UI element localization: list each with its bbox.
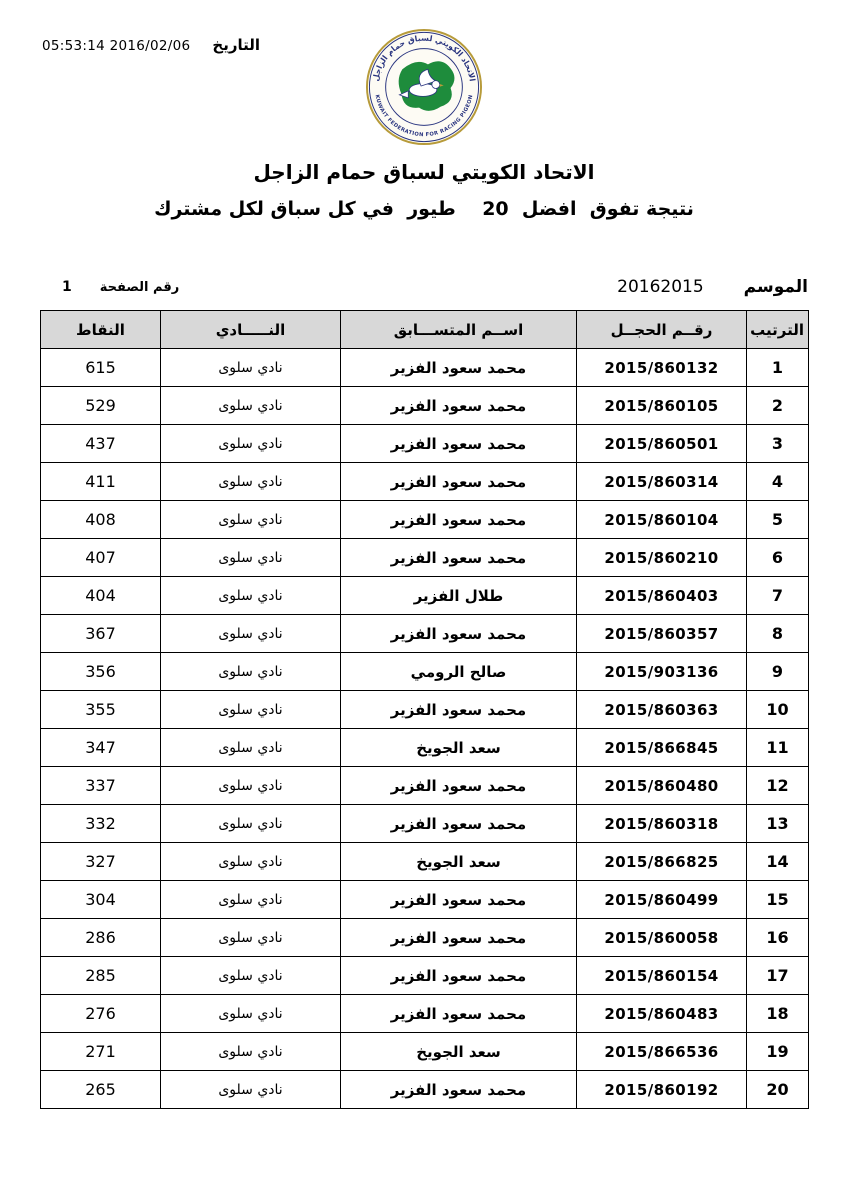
ring-number-cell: 2015/866825 xyxy=(577,843,747,881)
contestant-cell: محمد سعود الفزير xyxy=(341,805,577,843)
points-cell: 408 xyxy=(41,501,161,539)
club-cell: نادي سلوى xyxy=(161,463,341,501)
club-cell: نادي سلوى xyxy=(161,957,341,995)
contestant-cell: محمد سعود الفزير xyxy=(341,425,577,463)
contestant-cell: محمد سعود الفزير xyxy=(341,387,577,425)
rank-cell: 11 xyxy=(747,729,809,767)
season-label: الموسم xyxy=(743,277,808,297)
points-cell: 285 xyxy=(41,957,161,995)
rank-cell: 16 xyxy=(747,919,809,957)
rank-cell: 20 xyxy=(747,1071,809,1109)
ring-number-cell: 2015/860192 xyxy=(577,1071,747,1109)
contestant-cell: طلال الفزير xyxy=(341,577,577,615)
rank-cell: 4 xyxy=(747,463,809,501)
ring-number-cell: 2015/903136 xyxy=(577,653,747,691)
rank-cell: 18 xyxy=(747,995,809,1033)
club-cell: نادي سلوى xyxy=(161,1071,341,1109)
ring-number-cell: 2015/860363 xyxy=(577,691,747,729)
ring-number-cell: 2015/860058 xyxy=(577,919,747,957)
contestant-cell: محمد سعود الفزير xyxy=(341,463,577,501)
date-label: التاريخ xyxy=(212,36,260,54)
rank-cell: 12 xyxy=(747,767,809,805)
contestant-cell: محمد سعود الفزير xyxy=(341,1071,577,1109)
results-table xyxy=(40,310,809,1109)
results-table-header xyxy=(41,311,809,349)
table-row xyxy=(41,995,809,1033)
page-number-label: رقم الصفحة xyxy=(99,280,180,295)
points-cell: 286 xyxy=(41,919,161,957)
table-row xyxy=(41,881,809,919)
header-row xyxy=(41,311,809,349)
rank-cell: 9 xyxy=(747,653,809,691)
header-points: النقاط xyxy=(41,311,161,349)
points-cell: 407 xyxy=(41,539,161,577)
table-row xyxy=(41,501,809,539)
ring-number-cell: 2015/860501 xyxy=(577,425,747,463)
table-row xyxy=(41,539,809,577)
points-cell: 271 xyxy=(41,1033,161,1071)
club-cell: نادي سلوى xyxy=(161,615,341,653)
contestant-cell: محمد سعود الفزير xyxy=(341,691,577,729)
ring-number-cell: 2015/860104 xyxy=(577,501,747,539)
ring-number-cell: 2015/860132 xyxy=(577,349,747,387)
club-cell: نادي سلوى xyxy=(161,843,341,881)
logo-arabic-text: الاتحاد الكويتي لسباق حمام الزاجل xyxy=(371,33,477,82)
contestant-cell: محمد سعود الفزير xyxy=(341,957,577,995)
meta-row xyxy=(42,277,808,297)
club-cell: نادي سلوى xyxy=(161,881,341,919)
page-number-value: 1 xyxy=(62,279,72,295)
document-subtitle: نتيجة تفوق افضل 20 طيور في كل سباق لكل مشترك xyxy=(154,198,694,220)
table-row xyxy=(41,729,809,767)
results-table-body xyxy=(41,349,809,1109)
ring-number-cell: 2015/860403 xyxy=(577,577,747,615)
table-row xyxy=(41,425,809,463)
rank-cell: 2 xyxy=(747,387,809,425)
points-cell: 276 xyxy=(41,995,161,1033)
points-cell: 355 xyxy=(41,691,161,729)
table-row xyxy=(41,349,809,387)
club-cell: نادي سلوى xyxy=(161,919,341,957)
ring-number-cell: 2015/860480 xyxy=(577,767,747,805)
points-cell: 304 xyxy=(41,881,161,919)
points-cell: 356 xyxy=(41,653,161,691)
rank-cell: 3 xyxy=(747,425,809,463)
points-cell: 615 xyxy=(41,349,161,387)
document-title: الاتحاد الكويتي لسباق حمام الزاجل xyxy=(253,160,595,184)
points-cell: 411 xyxy=(41,463,161,501)
ring-number-cell: 2015/860318 xyxy=(577,805,747,843)
table-row xyxy=(41,843,809,881)
club-cell: نادي سلوى xyxy=(161,653,341,691)
club-cell: نادي سلوى xyxy=(161,387,341,425)
ring-number-cell: 2015/860499 xyxy=(577,881,747,919)
federation-logo-image xyxy=(365,28,483,146)
contestant-cell: محمد سعود الفزير xyxy=(341,919,577,957)
points-cell: 347 xyxy=(41,729,161,767)
contestant-cell: سعد الجويخ xyxy=(341,843,577,881)
ring-number-cell: 2015/860357 xyxy=(577,615,747,653)
federation-logo xyxy=(365,28,483,146)
contestant-cell: محمد سعود الفزير xyxy=(341,501,577,539)
club-cell: نادي سلوى xyxy=(161,425,341,463)
points-cell: 437 xyxy=(41,425,161,463)
contestant-cell: محمد سعود الفزير xyxy=(341,615,577,653)
points-cell: 327 xyxy=(41,843,161,881)
club-cell: نادي سلوى xyxy=(161,577,341,615)
header-rank: الترتيب xyxy=(747,311,809,349)
ring-number-cell: 2015/860483 xyxy=(577,995,747,1033)
points-cell: 367 xyxy=(41,615,161,653)
rank-cell: 15 xyxy=(747,881,809,919)
club-cell: نادي سلوى xyxy=(161,995,341,1033)
contestant-cell: محمد سعود الفزير xyxy=(341,767,577,805)
club-cell: نادي سلوى xyxy=(161,767,341,805)
club-cell: نادي سلوى xyxy=(161,1033,341,1071)
contestant-cell: سعد الجويخ xyxy=(341,729,577,767)
rank-cell: 10 xyxy=(747,691,809,729)
rank-cell: 17 xyxy=(747,957,809,995)
club-cell: نادي سلوى xyxy=(161,805,341,843)
table-row xyxy=(41,957,809,995)
contestant-cell: محمد سعود الفزير xyxy=(341,349,577,387)
table-row xyxy=(41,691,809,729)
ring-number-cell: 2015/866845 xyxy=(577,729,747,767)
contestant-cell: محمد سعود الفزير xyxy=(341,539,577,577)
table-row xyxy=(41,805,809,843)
table-row xyxy=(41,615,809,653)
ring-number-cell: 2015/866536 xyxy=(577,1033,747,1071)
season-value: 20162015 xyxy=(617,277,704,297)
points-cell: 529 xyxy=(41,387,161,425)
season-group xyxy=(617,277,808,297)
club-cell: نادي سلوى xyxy=(161,729,341,767)
contestant-cell: محمد سعود الفزير xyxy=(341,995,577,1033)
rank-cell: 5 xyxy=(747,501,809,539)
rank-cell: 1 xyxy=(747,349,809,387)
rank-cell: 7 xyxy=(747,577,809,615)
header-club: النـــــادي xyxy=(161,311,341,349)
ring-number-cell: 2015/860210 xyxy=(577,539,747,577)
logo-english-text: KUWAIT FEDERATION FOR RACING PIGEON xyxy=(373,94,475,139)
table-row xyxy=(41,463,809,501)
header-name: اســم المتســـابق xyxy=(341,311,577,349)
club-cell: نادي سلوى xyxy=(161,349,341,387)
rank-cell: 8 xyxy=(747,615,809,653)
club-cell: نادي سلوى xyxy=(161,691,341,729)
ring-number-cell: 2015/860314 xyxy=(577,463,747,501)
club-cell: نادي سلوى xyxy=(161,501,341,539)
date-value: 05:53:14 2016/02/06 xyxy=(42,38,191,54)
rank-cell: 6 xyxy=(747,539,809,577)
rank-cell: 13 xyxy=(747,805,809,843)
club-cell: نادي سلوى xyxy=(161,539,341,577)
points-cell: 265 xyxy=(41,1071,161,1109)
header-ring: رقــم الحجــل xyxy=(577,311,747,349)
table-row xyxy=(41,919,809,957)
rank-cell: 14 xyxy=(747,843,809,881)
page-number-group xyxy=(42,279,179,295)
table-row xyxy=(41,577,809,615)
points-cell: 337 xyxy=(41,767,161,805)
ring-number-cell: 2015/860105 xyxy=(577,387,747,425)
ring-number-cell: 2015/860154 xyxy=(577,957,747,995)
table-row xyxy=(41,387,809,425)
rank-cell: 19 xyxy=(747,1033,809,1071)
contestant-cell: محمد سعود الفزير xyxy=(341,881,577,919)
contestant-cell: سعد الجويخ xyxy=(341,1033,577,1071)
table-row xyxy=(41,1033,809,1071)
points-cell: 332 xyxy=(41,805,161,843)
points-cell: 404 xyxy=(41,577,161,615)
table-row xyxy=(41,1071,809,1109)
print-date-row xyxy=(42,36,260,54)
table-row xyxy=(41,767,809,805)
table-row xyxy=(41,653,809,691)
contestant-cell: صالح الرومي xyxy=(341,653,577,691)
